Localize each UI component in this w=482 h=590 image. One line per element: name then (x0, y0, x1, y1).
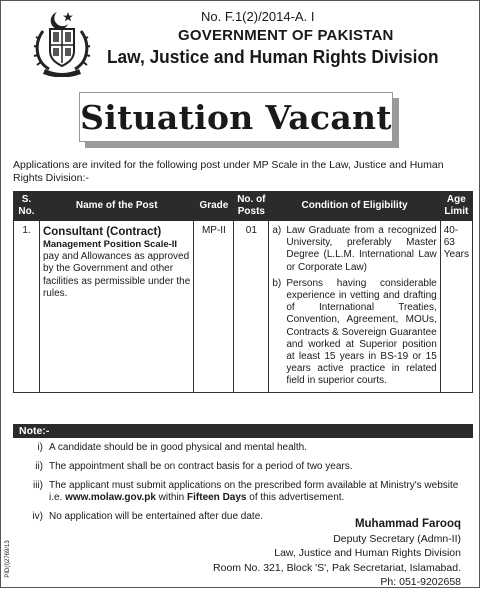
note-item (27, 461, 467, 474)
post-detail: pay and Allowances as approved by the Government and other facilities as permissible under the rules. (42, 251, 191, 299)
cell-post (39, 221, 193, 393)
note-text (49, 480, 467, 506)
note-item (27, 442, 467, 455)
condition-item (272, 225, 436, 274)
cell-condition (269, 221, 440, 393)
note-text: No application will be entertained after due date. (49, 511, 264, 523)
signatory-designation: Deputy Secretary (Admn-II) (333, 532, 461, 545)
note-label: Note:- (19, 425, 50, 437)
condition-text: Law Graduate from a recognized University, preferably Master Degree (L.L.M. International Law or Corporate Law) (286, 225, 437, 273)
table-row (14, 221, 473, 393)
pid-text: PID(I)2769/13 (5, 540, 11, 578)
table-header-row (14, 192, 473, 221)
pid-number (2, 531, 14, 587)
header-age: Age Limit (440, 192, 472, 221)
header-condition: Condition of Eligibility (269, 192, 440, 221)
division-heading: Law, Justice and Human Rights Division (107, 47, 439, 67)
intro-text: Applications are invited for the following post under MP Scale in the Law, Justice and Human Rights Division:- (13, 159, 444, 184)
header-posts: No. of Posts (234, 192, 269, 221)
note-number: iv) (32, 511, 43, 523)
note-number: iii) (33, 479, 43, 491)
deadline-days: Fifteen Days (187, 492, 247, 504)
note-number: ii) (35, 460, 43, 472)
note-text-part: of this advertisement. (246, 492, 345, 504)
state-emblem-icon (31, 9, 93, 77)
banner-title: Situation Vacant (80, 97, 392, 137)
cell-grade: MP-II (194, 221, 234, 393)
signature-block (213, 517, 461, 590)
condition-item (272, 278, 436, 388)
vacancy-table (13, 191, 473, 393)
header-post: Name of the Post (39, 192, 193, 221)
note-text: The appointment shall be on contract basis for a period of two years. (49, 460, 353, 472)
note-text-part: The applicant must submit applications on the prescribed form available at Ministry's website i.e. (49, 479, 459, 504)
cell-sno: 1. (14, 221, 40, 393)
signatory-division: Law, Justice and Human Rights Division (274, 547, 461, 560)
note-item (27, 480, 467, 506)
cell-age: 40-63 Years (440, 221, 472, 393)
website-link[interactable]: www.molaw.gov.pk (65, 492, 156, 504)
header-sno: S. No. (14, 192, 40, 221)
condition-text: Persons having considerable experience in vetting and drafting of International Treaties, Convention, Agreement, MOUs, Contracts & Sovereign Guarantee and worked at Superior position at least 15 years in BS-19 or 15 years active practice in related field in superior courts. (286, 277, 437, 387)
situation-vacant-banner (79, 92, 393, 142)
condition-marker: b) (272, 277, 282, 289)
cell-posts: 01 (234, 221, 269, 393)
reference-number: No. F.1(2)/2014-A. I (201, 9, 315, 24)
post-title: Consultant (Contract) (42, 226, 162, 238)
condition-marker: a) (272, 225, 282, 236)
government-heading: GOVERNMENT OF PAKISTAN (178, 27, 394, 44)
note-text: A candidate should be in good physical and mental health. (49, 442, 307, 453)
note-number: i) (37, 442, 43, 453)
signatory-address: Room No. 321, Block 'S', Pak Secretariat, Islamabad. (213, 561, 461, 574)
post-subtitle: Management Position Scale-II (42, 239, 178, 250)
signatory-name: Muhammad Farooq (354, 518, 461, 530)
signatory-phone: Ph: 051-9202658 (380, 576, 461, 589)
note-text-part: within (155, 492, 188, 504)
header-grade: Grade (194, 192, 234, 221)
note-label-bar (13, 424, 473, 438)
